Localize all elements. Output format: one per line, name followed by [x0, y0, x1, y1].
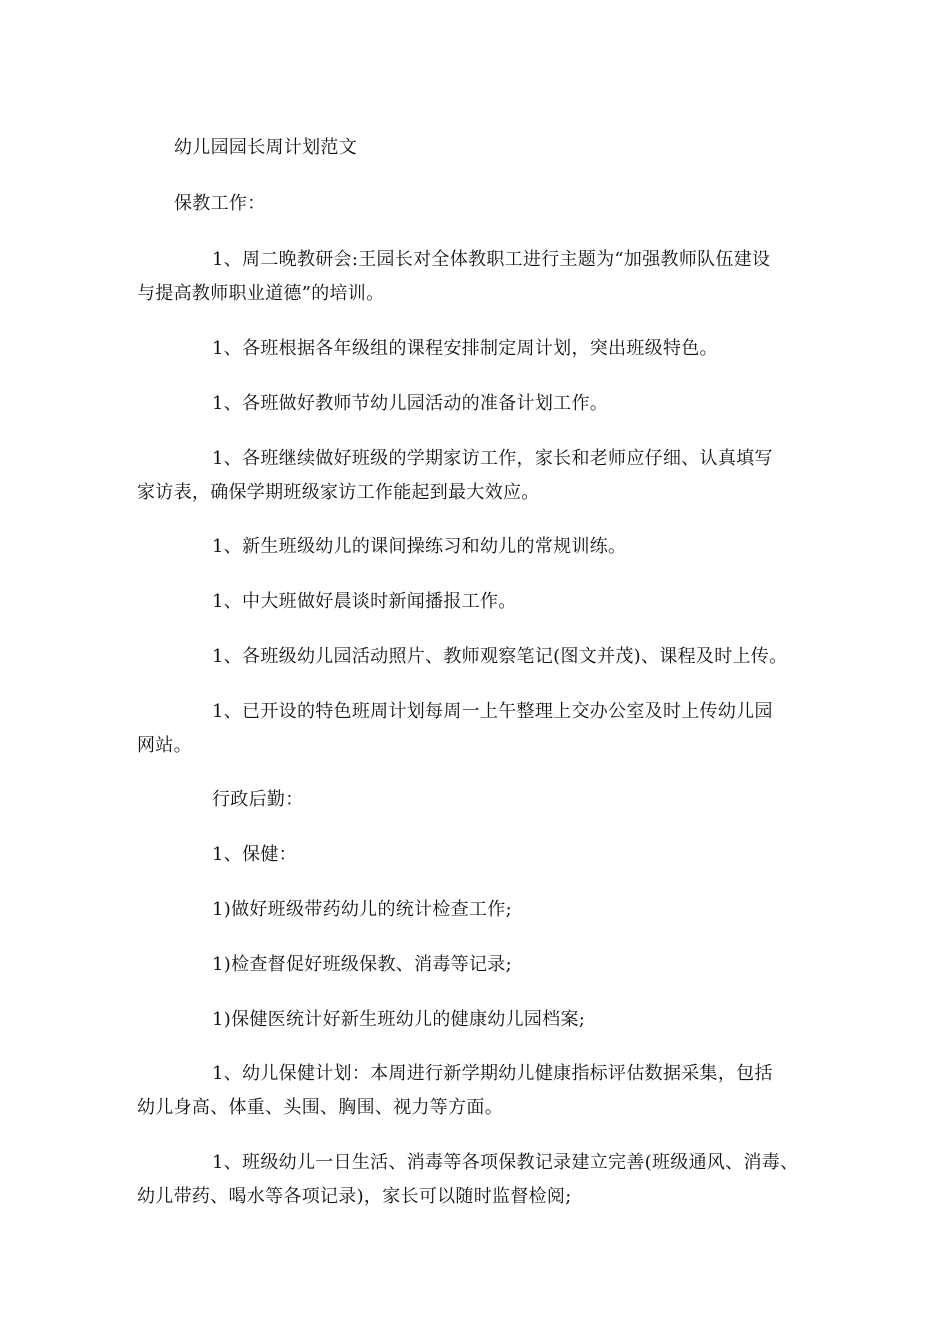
paragraph-line: 1、幼儿保健计划：本周进行新学期幼儿健康指标评估数据采集，包括	[212, 1063, 773, 1084]
paragraph-line: 1)保健医统计好新生班幼儿的健康幼儿园档案;	[212, 1009, 586, 1030]
document-title: 幼儿园园长周计划范文	[174, 137, 357, 158]
paragraph-line: 与提高教师职业道德”的培训。	[137, 283, 385, 304]
paragraph-line: 幼儿带药、喝水等各项记录)，家长可以随时监督检阅;	[137, 1186, 572, 1207]
paragraph-line: 家访表，确保学期班级家访工作能起到最大效应。	[137, 482, 540, 503]
paragraph-line: 1)检查督促好班级保教、消毒等记录;	[212, 954, 512, 975]
paragraph-line: 1、中大班做好晨谈时新闻播报工作。	[212, 591, 517, 612]
paragraph-line: 1、周二晚教研会:王园长对全体教职工进行主题为“加强教师队伍建设	[212, 249, 771, 270]
paragraph-line: 幼儿身高、体重、头围、胸围、视力等方面。	[137, 1097, 503, 1118]
paragraph-line: 1、保健：	[212, 844, 297, 865]
paragraph-line: 1)做好班级带药幼儿的统计检查工作;	[212, 899, 512, 920]
section-heading-teaching: 保教工作：	[174, 193, 266, 214]
paragraph-line: 1、各班做好教师节幼儿园活动的准备计划工作。	[212, 393, 609, 414]
paragraph-line: 网站。	[137, 735, 192, 756]
paragraph-line: 1、已开设的特色班周计划每周一上午整理上交办公室及时上传幼儿园	[212, 701, 773, 722]
paragraph-line: 1、班级幼儿一日生活、消毒等各项保教记录建立完善(班级通风、消毒、	[212, 1152, 799, 1173]
paragraph-line: 1、各班继续做好班级的学期家访工作，家长和老师应仔细、认真填写	[212, 448, 773, 469]
paragraph-line: 1、各班级幼儿园活动照片、教师观察笔记(图文并茂)、课程及时上传。	[212, 646, 788, 667]
paragraph-line: 1、各班根据各年级组的课程安排制定周计划，突出班级特色。	[212, 338, 718, 359]
section-heading-admin: 行政后勤：	[212, 789, 304, 810]
paragraph-line: 1、新生班级幼儿的课间操练习和幼儿的常规训练。	[212, 536, 627, 557]
